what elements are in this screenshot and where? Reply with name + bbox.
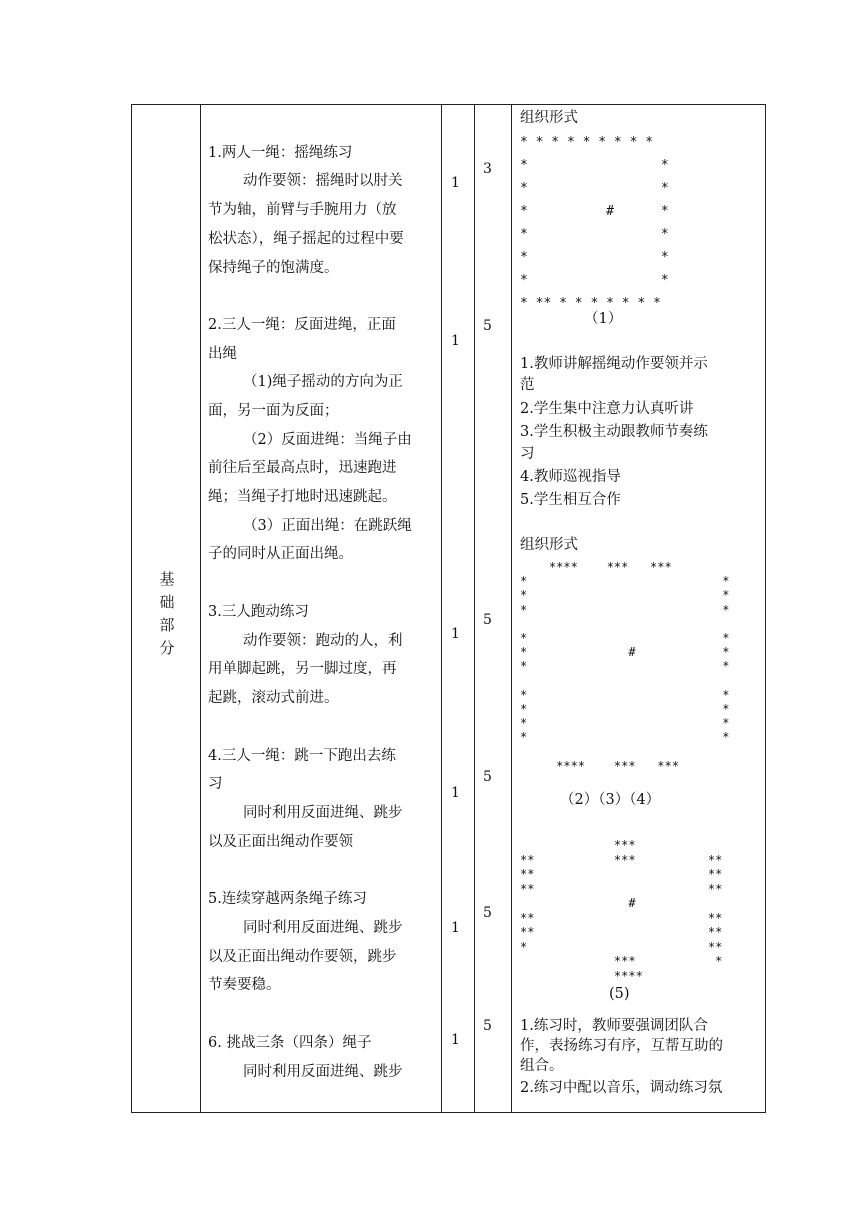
column-divider	[511, 104, 512, 1112]
minutes-cell: 5	[483, 318, 492, 334]
exercise-1-line: 节为轴，前臂与手腕用力（放	[208, 202, 397, 218]
exercise-2-line: 绳；当绳子打地时迅速跳起。	[208, 489, 397, 505]
teaching-step: 范	[520, 377, 535, 393]
formation-caption-1: （1）	[584, 311, 623, 327]
minutes-cell: 5	[483, 769, 492, 785]
formation-diagram-2: **** *** *** * * * * * * * * * # * * * * * * * * * * * **** *** ***	[520, 560, 730, 773]
exercise-3-line: 用单脚起跳，另一脚过度，再	[208, 661, 397, 677]
count-cell: 1	[451, 333, 460, 349]
teaching-step: 4.教师巡视指导	[520, 469, 621, 485]
practice-note: 2.练习中配以音乐，调动练习氛	[520, 1080, 723, 1096]
exercise-4-line: 以及正面出绳动作要领	[208, 834, 353, 850]
exercise-1-title: 1.两人一绳：摇绳练习	[208, 145, 353, 161]
exercise-2-line: （2）反面进绳：当绳子由	[243, 432, 412, 448]
practice-note: 1.练习时，教师要强调团队合	[520, 1018, 708, 1034]
exercise-4-title: 4.三人一绳：跳一下跑出去练	[208, 748, 396, 764]
column-divider	[441, 104, 442, 1112]
minutes-cell: 5	[483, 612, 492, 628]
exercise-5-line: 以及正面出绳动作要领，跳步	[208, 949, 397, 965]
formation-caption-2: （2）（3）（4）	[560, 792, 661, 808]
minutes-cell: 5	[483, 1018, 492, 1034]
exercise-4-title: 习	[208, 776, 223, 792]
teaching-step: 5.学生相互合作	[520, 492, 621, 508]
exercise-5-line: 同时利用反面进绳、跳步	[243, 920, 403, 936]
column-divider	[200, 104, 201, 1112]
exercise-1-line: 保持绳子的饱满度。	[208, 260, 339, 276]
minutes-cell: 3	[483, 161, 492, 177]
count-cell: 1	[451, 920, 460, 936]
teaching-step: 2.学生集中注意力认真听讲	[520, 401, 694, 417]
count-cell: 1	[451, 785, 460, 801]
exercise-6-title: 6. 挑战三条（四条）绳子	[208, 1035, 372, 1051]
formation-diagram-1: * * * * * * * * * * * * * * # * * * * * * * * ** * * * * * * *	[520, 135, 669, 311]
exercise-2-line: （1)绳子摇动的方向为正	[243, 374, 403, 390]
section-label: 基 础 部 分	[159, 570, 175, 657]
exercise-2-title: 出绳	[208, 346, 237, 362]
exercise-1-line: 动作要领：摇绳时以肘关	[243, 173, 403, 189]
practice-note: 作，表扬练习有序，互帮互助的	[520, 1038, 723, 1054]
exercise-2-line: 面，另一面为反面；	[208, 403, 339, 419]
count-cell: 1	[451, 1032, 460, 1048]
exercise-3-line: 起跳，滚动式前进。	[208, 690, 339, 706]
exercise-2-line: 子的同时从正面出绳。	[208, 546, 353, 562]
practice-note: 组合。	[520, 1058, 564, 1074]
exercise-6-line: 同时利用反面进绳、跳步	[243, 1064, 403, 1080]
teaching-step: 3.学生积极主动跟教师节奏练	[520, 424, 708, 440]
formation-caption-3: (5)	[609, 986, 630, 1002]
exercise-2-line: 前往后至最高点时，迅速跑进	[208, 460, 397, 476]
exercise-3-line: 动作要领：跑动的人，利	[243, 633, 403, 649]
count-cell: 1	[451, 626, 460, 642]
exercise-5-title: 5.连续穿越两条绳子练习	[208, 891, 367, 907]
formation-diagram-3: *** ** *** ** ** ** ** ** # ** ** ** ** * ** *** * ****	[520, 838, 723, 983]
minutes-cell: 5	[483, 905, 492, 921]
org-heading: 组织形式	[520, 537, 578, 553]
exercise-1-line: 松状态），绳子摇起的过程中要	[208, 231, 404, 247]
teaching-step: 1.教师讲解摇绳动作要领并示	[520, 356, 708, 372]
exercise-2-line: （3）正面出绳：在跳跃绳	[243, 518, 412, 534]
column-divider	[474, 104, 475, 1112]
count-cell: 1	[451, 175, 460, 191]
teaching-step: 习	[520, 446, 535, 462]
exercise-2-title: 2.三人一绳：反面进绳，正面	[208, 317, 396, 333]
exercise-5-line: 节奏要稳。	[208, 977, 281, 993]
org-heading: 组织形式	[520, 110, 578, 126]
exercise-3-title: 3.三人跑动练习	[208, 604, 309, 620]
exercise-4-line: 同时利用反面进绳、跳步	[243, 805, 403, 821]
